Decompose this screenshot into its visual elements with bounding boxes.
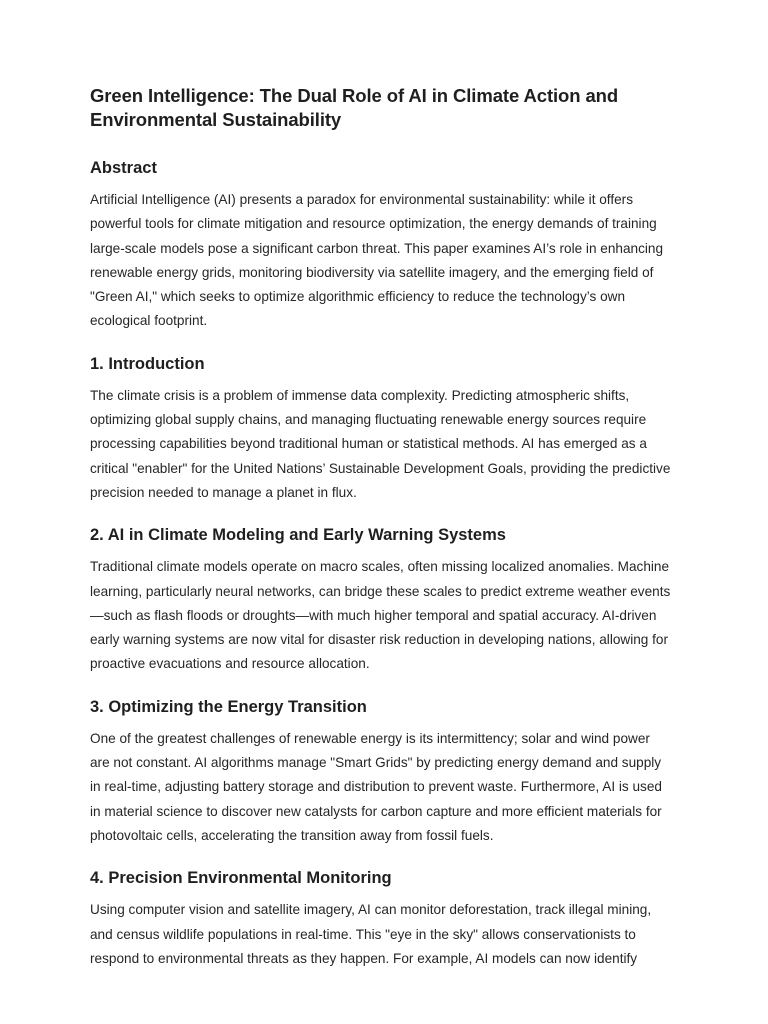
section-introduction (90, 353, 672, 505)
section-abstract (90, 157, 672, 334)
section-heading-climate-modeling: 2. AI in Climate Modeling and Early Warning Systems (90, 526, 506, 545)
section-heading-energy-transition: 3. Optimizing the Energy Transition (90, 697, 367, 716)
section-body-abstract: Artificial Intelligence (AI) presents a paradox for environmental sustainability: while it offers powerful tools for climate mitigation and resource optimization, the energy demands of training large-scale models pose a significant carbon threat. This paper examines AI’s role in enhancing renewable energy grids, monitoring biodiversity via satellite imagery, and the emerging field of "Green AI," which seeks to optimize algorithmic efficiency to reduce the technology’s own ecological footprint. (90, 192, 664, 329)
document-title: Green Intelligence: The Dual Role of AI in Climate Action and Environmental Sustainability (90, 85, 619, 130)
section-heading-introduction: 1. Introduction (90, 354, 205, 373)
section-body-energy-transition: One of the greatest challenges of renewable energy is its intermittency; solar and wind power are not constant. AI algorithms manage "Smart Grids" by predicting energy demand and supply in real-time, adjusting battery storage and distribution to prevent waste. Furthermore, AI is used in material science to discover new catalysts for carbon capture and more efficient materials for photovoltaic cells, accelerating the transition away from fossil fuels. (90, 730, 662, 843)
section-body-introduction: The climate crisis is a problem of immense data complexity. Predicting atmospheric shifts, optimizing global supply chains, and managing fluctuating renewable energy sources require processing capabilities beyond traditional human or statistical methods. AI has emerged as a critical "enabler" for the United Nations’ Sustainable Development Goals, providing the predictive precision needed to manage a planet in flux. (90, 387, 671, 500)
section-heading-abstract: Abstract (90, 159, 157, 177)
section-heading-environmental-monitoring: 4. Precision Environmental Monitoring (90, 869, 392, 888)
section-body-climate-modeling: Traditional climate models operate on macro scales, often missing localized anomalies. Machine learning, particularly neural networks, can bridge these scales to predict extreme weather events—such as flash floods or droughts—with much higher temporal and spatial accuracy. AI-driven early warning systems are now vital for disaster risk reduction in developing nations, allowing for proactive evacuations and resource allocation. (90, 559, 671, 672)
section-climate-modeling (90, 524, 672, 676)
section-environmental-monitoring (90, 867, 672, 971)
section-energy-transition (90, 696, 672, 848)
section-body-environmental-monitoring: Using computer vision and satellite imagery, AI can monitor deforestation, track illegal mining, and census wildlife populations in real-time. This "eye in the sky" allows conservationists to respond to environmental threats as they happen. For example, AI models can now identify (90, 902, 652, 966)
